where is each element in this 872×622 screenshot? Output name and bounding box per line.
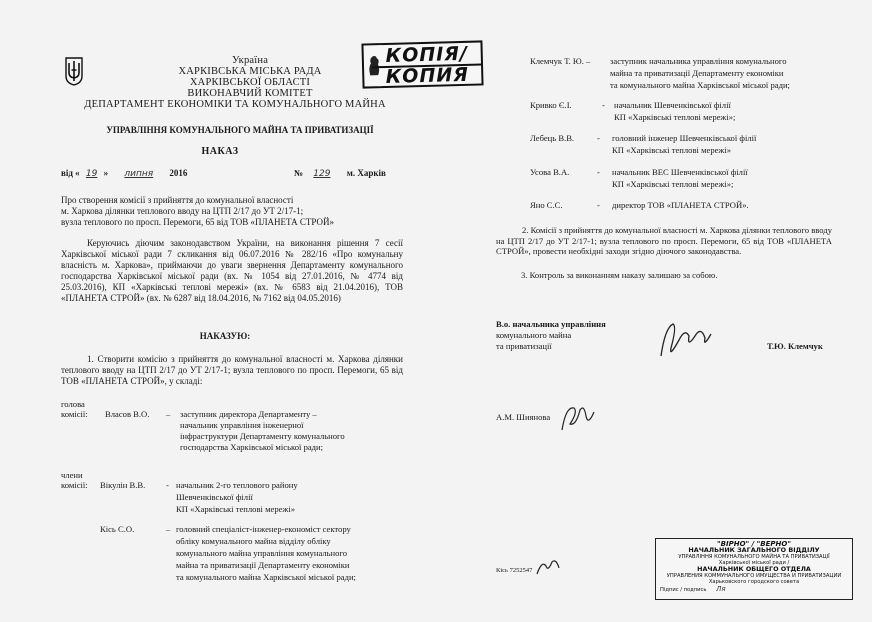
- member-kis-role-2: обліку комунального майна відділу обліку: [176, 536, 331, 546]
- chair-dash: –: [166, 409, 171, 419]
- member-kryvko-role-2: КП «Харківські теплові мережі»;: [614, 112, 736, 122]
- member-lebets-dash: -: [597, 133, 600, 143]
- copy-mark-name: Кісь 7252547: [496, 567, 533, 574]
- header-region: ХАРКІВСЬКОЇ ОБЛАСТІ: [189, 77, 311, 88]
- date-month: липня: [124, 169, 154, 179]
- member-yano-role-1: директор ТОВ «ПЛАНЕТА СТРОЙ».: [612, 200, 749, 210]
- stamp-signature-row: [656, 586, 852, 593]
- signature-position-2: комунального майна: [496, 330, 572, 340]
- stamp-line-1: НАЧАЛЬНИК ЗАГАЛЬНОГО ВІДДІЛУ: [688, 546, 820, 554]
- header-council: ХАРКІВСЬКА МІСЬКА РАДА: [178, 66, 322, 77]
- prepared-by-signature: [558, 400, 598, 436]
- stamp-line-6: Харьковского городского совета: [708, 579, 800, 585]
- trident-coat-of-arms-icon: [64, 56, 84, 86]
- member-kis-role-3: комунального майна управління комунального: [176, 548, 348, 558]
- member-klemchuk-name: Клемчук Т. Ю. –: [530, 56, 591, 66]
- stamp-line-2: УПРАВЛІННЯ КОМУНАЛЬНОГО МАЙНА ТА ПРИВАТИЗАЦІЇ: [678, 554, 830, 560]
- date-day: 19: [85, 169, 98, 179]
- official-verification-stamp: [655, 538, 853, 600]
- member-lebets-role-1: головний інженер Шевченківської філії: [612, 133, 757, 143]
- header-executive: ВИКОНАВЧИЙ КОМІТЕТ: [187, 88, 313, 99]
- member-klemchuk-role-2: майна та приватизації Департаменту економіки: [610, 68, 784, 78]
- member-usova-role-1: начальник ВЕС Шевченківської філії: [612, 167, 748, 177]
- chair-role-2: начальник управління інженерної: [180, 420, 304, 430]
- stamp-line-3: Харківської міської ради /: [718, 560, 790, 566]
- date-prefix: від «: [61, 168, 80, 178]
- member-klemchuk-role-1: заступник начальника управління комунального: [610, 56, 787, 66]
- stamp-title: "ВІРНО" / "ВЕРНО": [717, 540, 791, 548]
- member-kryvko-role-1: начальник Шевченківської філії: [614, 100, 731, 110]
- order-city: м. Харків: [346, 168, 386, 178]
- header-department: ДЕПАРТАМЕНТ ЕКОНОМІКИ ТА КОМУНАЛЬНОГО МАЙНА: [84, 99, 386, 110]
- preamble: Керуючись діючим законодавством України, на виконання рішення 7 сесії Харківської міської ради 7 скликання від 06.07.2016 № 282/16 «Про комунальну власність м. Харкова», приймаючи до уваги звернення Департаменту комунального господарства Харківської міської ради (вх. № 1054 від 27.01.2016, № 4774 від 25.03.2016), КП «Харківські теплові мережі» (вх. № 6583 від 21.04.2016), ТОВ «ПЛАНЕТА СТРОЙ» (вх. № 6287 від 18.04.2016, № 7162 від 04.05.2016): [61, 238, 403, 303]
- date-line: [61, 168, 187, 180]
- member-lebets-name: Лебець В.В.: [530, 133, 575, 143]
- copy-mark-signature: [534, 556, 562, 578]
- chair-name: Власов В.О.: [105, 409, 150, 419]
- chair-role-4: господарства Харківської міської ради;: [180, 442, 324, 452]
- chair-label-2: комісії:: [61, 409, 88, 419]
- member-usova-dash: -: [597, 167, 600, 177]
- chair-label-1: голова: [61, 399, 85, 409]
- member-yano-name: Яно С.С.: [530, 200, 563, 210]
- member-vikulin-dash: -: [166, 480, 169, 490]
- members-label-1: члени: [61, 470, 83, 480]
- stamp-line-4: НАЧАЛЬНИК ОБЩЕГО ОТДЕЛА: [697, 565, 811, 573]
- member-vikulin-role-3: КП «Харківські теплові мережі»: [176, 504, 296, 514]
- prepared-by-name: А.М. Шиянова: [496, 412, 551, 422]
- order-word: НАКАЗУЮ:: [199, 331, 251, 341]
- member-kis-name: Кісь С.О.: [100, 524, 135, 534]
- point-3: 3. Контроль за виконанням наказу залишаю за собою.: [521, 270, 718, 280]
- stamp-signature-mark: Ля: [716, 585, 726, 593]
- signature-position-1: В.о. начальника управління: [496, 319, 606, 329]
- document-type: НАКАЗ: [201, 146, 239, 157]
- copy-stamp-line2: КОПИЯ: [372, 63, 482, 86]
- member-kryvko-dash: -: [602, 100, 605, 110]
- copy-stamp-line1: КОПІЯ/: [385, 42, 469, 67]
- stamp-line-5: УПРАВЛЕНИЯ КОММУНАЛЬНОГО ИМУЩЕСТВА И ПРИВАТИЗАЦИИ: [666, 573, 842, 579]
- subject-line-2: м. Харкова ділянки теплового вводу на ЦТП 2/17 до УТ 2/17-1;: [61, 206, 304, 216]
- member-kis-role-5: та комунального майна Харківської міської ради;: [176, 572, 356, 582]
- member-kis-role-4: майна та приватизації Департаменту економіки: [176, 560, 350, 570]
- member-kis-dash: –: [166, 524, 171, 534]
- member-usova-role-2: КП «Харківські теплові мережі»;: [612, 179, 734, 189]
- member-vikulin-name: Вікулін В.В.: [100, 480, 146, 490]
- directorate-title: УПРАВЛІННЯ КОМУНАЛЬНОГО МАЙНА ТА ПРИВАТИЗАЦІЇ: [106, 125, 374, 135]
- director-signature: [655, 318, 715, 362]
- chair-role-3: інфраструктури Департаменту комунального: [180, 431, 345, 441]
- order-number: 129: [313, 169, 331, 179]
- members-label-2: комісії:: [61, 480, 88, 490]
- date-year: 2016: [169, 168, 188, 178]
- member-vikulin-role-1: начальник 2-го теплового району: [176, 480, 298, 490]
- subject-line-3: вузла теплового по просп. Перемоги, 65 від ТОВ «ПЛАНЕТА СТРОЙ»: [61, 217, 334, 227]
- chair-role-1: заступник директора Департаменту –: [180, 409, 317, 419]
- point-1: 1. Створити комісію з прийняття до комунальної власності м. Харкова ділянки теплового вводу на ЦТП 2/17 до УТ 2/17-1; вузла теплового по просп. Перемоги, 65 від ТОВ «ПЛАНЕТА СТРОЙ», у складі:: [61, 354, 403, 386]
- date-mid: »: [103, 168, 109, 178]
- member-kryvko-name: Кривко Є.І.: [530, 100, 572, 110]
- number-line: [294, 168, 386, 180]
- member-yano-dash: -: [597, 200, 600, 210]
- member-vikulin-role-2: Шевченківської філії: [176, 492, 253, 502]
- member-klemchuk-role-3: та комунального майна Харківської міської ради;: [610, 80, 790, 90]
- signer-name: Т.Ю. Клемчук: [767, 341, 823, 351]
- header-country: Україна: [231, 55, 269, 66]
- stamp-line-7: Підпис / подпись: [660, 587, 707, 593]
- copy-stamp: [361, 40, 483, 88]
- member-kis-role-1: головний спеціаліст-інженер-економіст сектору: [176, 524, 351, 534]
- signature-position-3: та приватизації: [496, 341, 552, 351]
- number-label: №: [294, 168, 304, 178]
- member-usova-name: Усова В.А.: [530, 167, 570, 177]
- member-lebets-role-2: КП «Харківські теплові мережі»: [612, 145, 732, 155]
- point-2: 2. Комісії з прийняття до комунальної власності м. Харкова ділянки теплового вводу на ЦТП 2/17 до УТ 2/17-1; вузла теплового по просп. Перемоги, 65 від ТОВ «ПЛАНЕТА СТРОЙ», провести необхідні заходи згідно діючого законодавства.: [496, 225, 833, 257]
- subject-line-1: Про створення комісії з прийняття до комунальної власності: [61, 195, 294, 205]
